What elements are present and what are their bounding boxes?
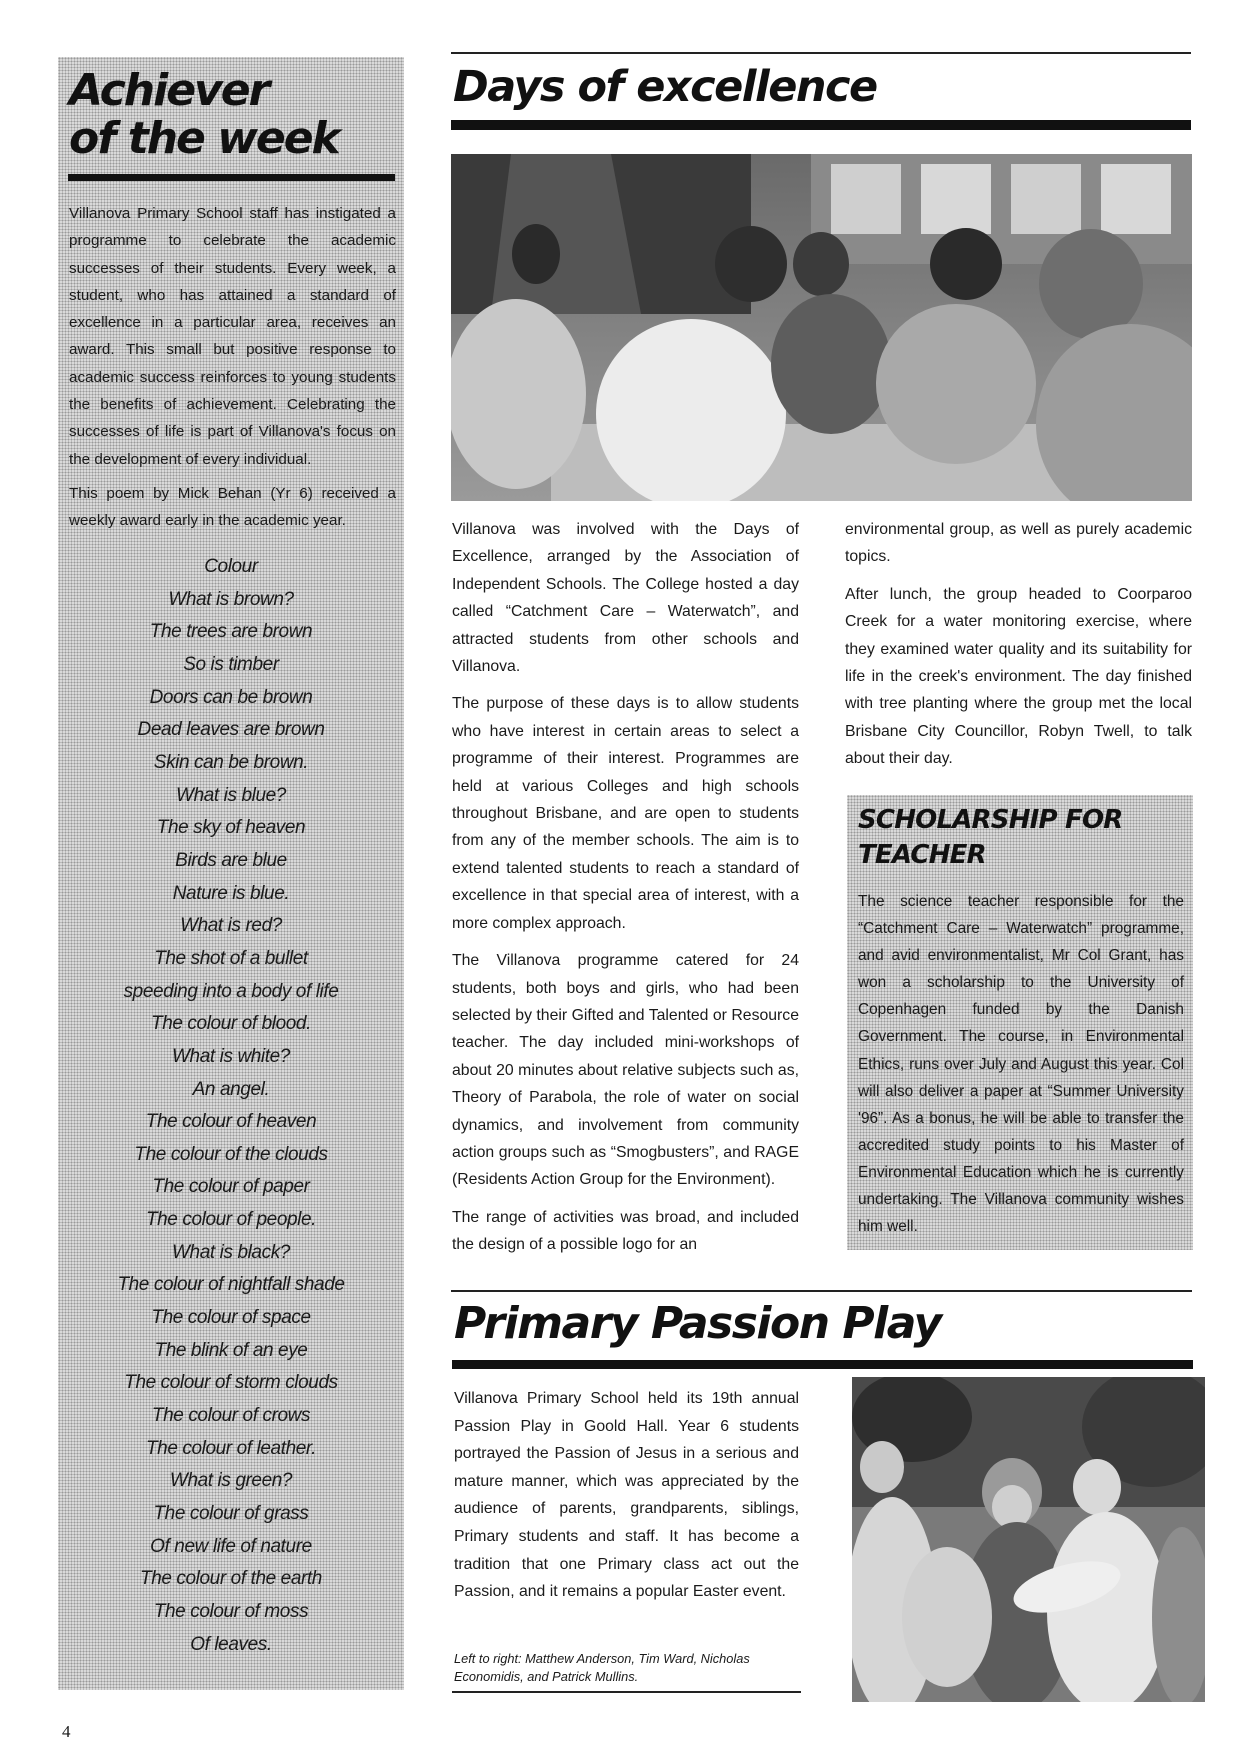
poem-line: Of new life of nature [150,1535,312,1557]
poem-line: Of leaves. [190,1633,272,1655]
scholarship-title [858,803,1178,873]
poem-line: The colour of nightfall shade [117,1274,345,1296]
poem-line: The colour of blood. [151,1013,311,1035]
poem-line: The colour of storm clouds [124,1372,338,1394]
scholarship-title-line1: SCHOLARSHIP FOR [858,805,1123,835]
achiever-intro: Villanova Primary School staff has instigated a programme to celebrate the academic successes of their students. Every week, a student, who has attained a standard of excellence in a particular area, receives an award. This small but positive response to academic success reinforces to young students the benefits of achievement. Celebrating the successes of life is part of Villanova's focus on the development of every individual. [69,205,396,468]
poem-line: The shot of a bullet [154,947,308,969]
poem-line: speeding into a body of life [123,980,339,1002]
doe-column-2 [845,516,1192,783]
doe-paragraph: The Villanova programme catered for 24 students, both boys and girls, who had been selected by their Gifted and Talented or Resource teacher. The day included mini-workshops of about 20 minutes about relative subjects such as, Theory of Parabola, the role of water on social dynamics, and involvement from community action groups such as “Smogbusters”, and RAGE (Residents Action Group for the Environment). [452,952,799,1189]
doe-paragraph: The range of activities was broad, and included the design of a possible logo for an [452,1208,799,1254]
poem-line: The colour of space [151,1307,311,1329]
poem-line: What is black? [172,1241,290,1263]
ppp-caption-rule [452,1691,801,1693]
poem-line: The colour of paper [152,1176,310,1198]
scholarship-box [847,795,1193,1250]
poem-line: The sky of heaven [156,817,306,839]
poem-line: What is green? [169,1470,293,1492]
ppp-title-bar [452,1360,1193,1369]
doe-paragraph: environmental group, as well as purely academic topics. [845,521,1192,566]
poem-line: Skin can be brown. [153,751,309,773]
poem-line: The colour of leather. [145,1437,317,1459]
achiever-sidebar [58,57,404,1690]
poem-line: Birds are blue [175,849,287,871]
doe-paragraph: Villanova was involved with the Days of Excellence, arranged by the Association of Independent Schools. The College hosted a day called “Catchment Care – Waterwatch”, and attracted students from other schools and Villanova. [452,521,799,676]
poem-line: Dead leaves are brown [137,719,325,741]
passion-play-photo [852,1377,1205,1702]
poem-line: Nature is blue. [172,882,290,904]
poem-line: The colour of heaven [145,1111,317,1133]
doe-title-bar [451,120,1191,130]
poem-line: What is blue? [176,784,286,806]
poem-line: What is brown? [168,588,294,610]
achiever-title [69,67,399,163]
poem-line: Colour [204,556,258,577]
poem-line: The colour of the clouds [134,1143,328,1165]
ppp-title: Primary Passion Play [454,1298,941,1349]
poem-line: The trees are brown [149,621,313,643]
scholarship-title-line2: TEACHER [858,840,986,870]
poem-line: What is red? [180,915,282,937]
poem [58,551,404,1661]
classroom-photo [451,154,1192,501]
poem-line: What is white? [172,1045,290,1067]
achiever-title-line2: of the week [69,113,339,164]
doe-paragraph: After lunch, the group headed to Coorparoo Creek for a water monitoring exercise, where they examined water quality and its suitability for life in the creek's environment. The day finished with tree planting where the group met the local Brisbane City Councillor, Robyn Twell, to talk about their day. [845,585,1192,768]
poem-line: The colour of crows [151,1405,311,1427]
poem-line: The colour of people. [145,1209,317,1231]
poem-line: So is timber [183,653,279,675]
poem-line: The blink of an eye [154,1339,308,1361]
doe-column-1 [452,516,799,1269]
poem-line: An angel. [192,1078,270,1100]
achiever-title-line1: Achiever [69,65,269,116]
ppp-caption: Left to right: Matthew Anderson, Tim Ward, Nicholas Economidis, and Patrick Mullins. [454,1651,750,1684]
poem-line: The colour of grass [153,1503,309,1525]
poem-note: This poem by Mick Behan (Yr 6) received a weekly award early in the academic year. [69,485,396,530]
poem-line: Doors can be brown [149,686,313,708]
doe-top-rule [451,52,1191,54]
poem-line: The colour of the earth [140,1568,322,1590]
ppp-body: Villanova Primary School held its 19th annual Passion Play in Goold Hall. Year 6 students portrayed the Passion of Jesus in a serious and mature manner, which was appreciated by the audience of parents, grandparents, siblings, Primary students and staff. It has become a tradition that one Primary class act out the Passion, and it remains a popular Easter event. [454,1390,799,1601]
doe-paragraph: The purpose of these days is to allow students who have interest in certain areas to select a programme of their interest. Programmes are held at various Colleges and high schools throughout Brisbane, and are open to students from any of the member schools. The aim is to extend talented students to reach a standard of excellence in that special area of interest, with a more complex approach. [452,695,799,932]
poem-line: The colour of moss [153,1601,309,1622]
achiever-rule [68,174,395,181]
doe-title: Days of excellence [453,62,877,112]
scholarship-body: The science teacher responsible for the “Catchment Care – Waterwatch” programme, and avid environmentalist, Mr Col Grant, has won a scholarship to the University of Copenhagen funded by the Danish Government. The course, in Environmental Ethics, runs over July and August this year. Col will also deliver a paper at “Summer University '96”. As a bonus, he will be able to transfer the accredited study points to his Master of Environmental Education which he is currently undertaking. The Villanova community wishes him well. [858,893,1184,1236]
ppp-top-rule [451,1290,1192,1292]
page-number: 4 [62,1722,71,1741]
